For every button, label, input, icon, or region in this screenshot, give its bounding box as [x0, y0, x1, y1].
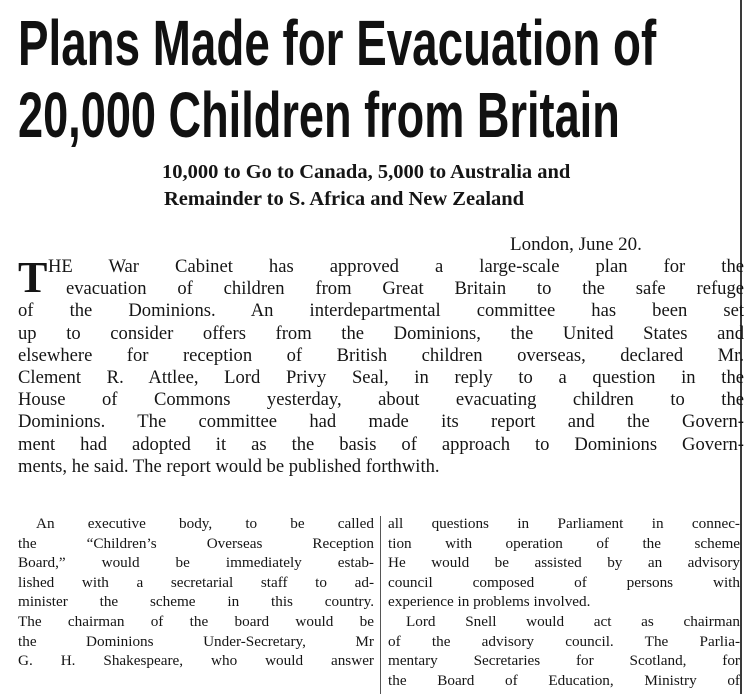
subheadline — [162, 159, 742, 213]
column-divider — [380, 516, 381, 694]
column-line: G. H. Shakespeare, who would answer — [18, 652, 374, 670]
column-line: lished with a secretarial staff to ad- — [18, 573, 374, 591]
column-line: the Dominions Under-Secretary, Mr — [18, 632, 374, 650]
column-line: minister the scheme in this country. — [18, 593, 374, 611]
article-column-right — [388, 514, 740, 690]
lead-line: House of Commons yesterday, about evacuating children to the — [18, 389, 744, 411]
column-line: tion with operation of the scheme — [388, 534, 740, 552]
lead-line: HE War Cabinet has approved a large-scale plan for the — [48, 256, 744, 277]
lead-line: ment had adopted it as the basis of approach to Dominions Govern- — [18, 433, 744, 455]
lead-line: Dominions. The committee had made its report and the Govern- — [18, 411, 744, 433]
column-line: council composed of persons with — [388, 573, 740, 591]
subheadline-line-2: Remainder to S. Africa and New Zealand — [164, 188, 525, 210]
column-line: of the advisory council. The Parlia- — [388, 632, 740, 650]
column-line: Board,” would be immediately estab- — [18, 554, 374, 572]
lead-line: up to consider offers from the Dominions, the United States and — [18, 322, 744, 344]
drop-cap: T — [18, 253, 48, 302]
subheadline-line-1: 10,000 to Go to Canada, 5,000 to Australia and — [162, 161, 571, 183]
headline-line-2: 20,000 Children from Britain — [18, 79, 620, 151]
column-line: mentary Secretaries for Scotland, for — [388, 652, 740, 670]
lead-line: of the Dominions. An interdepartmental committee has been set — [18, 300, 744, 322]
lead-line: elsewhere for reception of British children overseas, declared Mr. — [18, 344, 744, 366]
column-line: experience in problems involved. — [388, 593, 591, 611]
column-line: The chairman of the board would be — [18, 612, 374, 630]
column-line: Lord Snell would act as chairman — [406, 612, 740, 630]
lead-line: ments, he said. The report would be published forthwith. — [18, 455, 440, 477]
column-line: the Board of Education, Ministry of — [388, 671, 740, 689]
column-line: the “Children’s Overseas Reception — [18, 534, 374, 552]
lead-line: Clement R. Attlee, Lord Privy Seal, in reply to a question in the — [18, 366, 744, 388]
lead-line: evacuation of children from Great Britain to the safe refuge — [66, 278, 744, 300]
dateline: London, June 20. — [510, 234, 642, 255]
column-line: An executive body, to be called — [36, 515, 374, 532]
lead-paragraph — [18, 253, 744, 478]
article-column-left — [18, 514, 374, 671]
headline-line-1: Plans Made for Evacuation of — [18, 7, 657, 79]
column-line: He would be assisted by an advisory — [388, 554, 740, 572]
column-line: all questions in Parliament in connec- — [388, 515, 740, 532]
